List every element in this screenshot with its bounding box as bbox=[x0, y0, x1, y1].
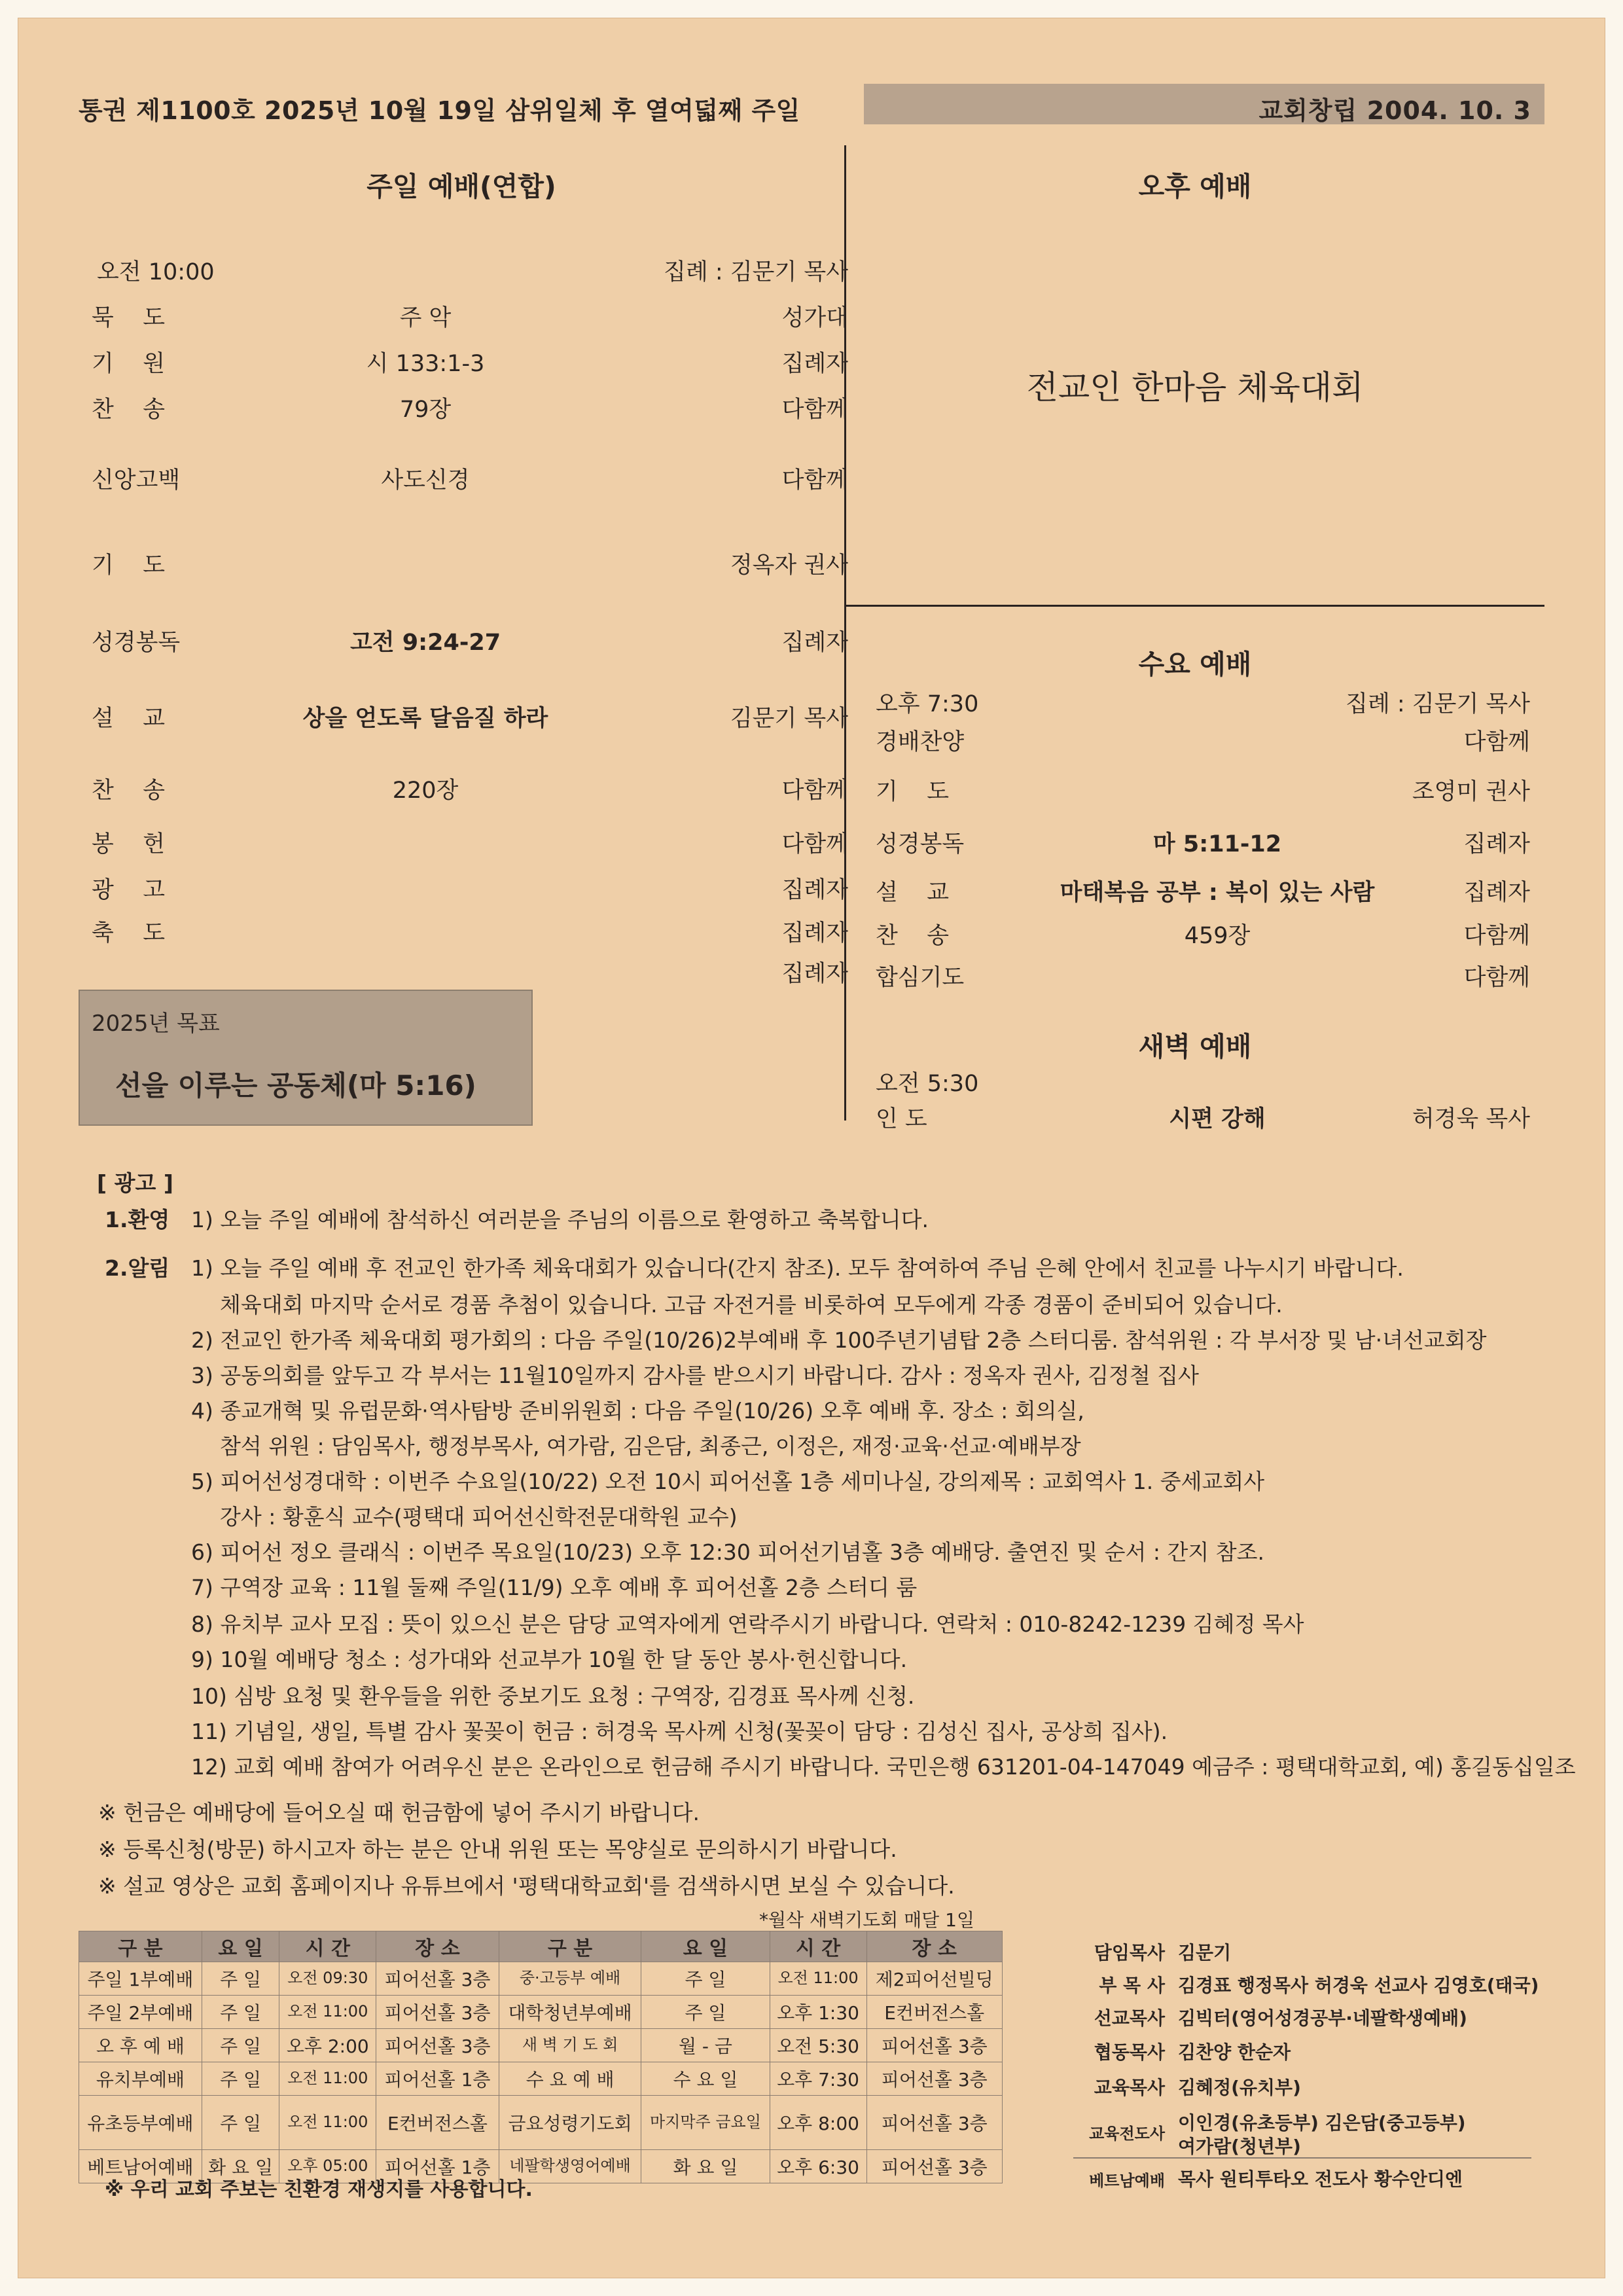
sunday-order-person: 집례자 bbox=[781, 877, 848, 903]
schedule-cell: 오전 11:00 bbox=[279, 2062, 376, 2096]
wednesday-order-person: 다함께 bbox=[1463, 923, 1530, 949]
note-item: ※ 등록신청(방문) 하시고자 하는 분은 안내 위원 또는 목양실로 문의하시기 바랍니다. bbox=[98, 1837, 897, 1862]
schedule-cell: 주일 1부예배 bbox=[79, 1962, 202, 1996]
wednesday-order-item: 찬 송 bbox=[876, 923, 950, 949]
wednesday-order-person: 조영미 권사 bbox=[1412, 779, 1530, 805]
staff-names: 목사 원티투타오 전도사 황수안디엔 bbox=[1178, 2168, 1463, 2190]
dawn-service-preacher: 허경욱 목사 bbox=[1412, 1106, 1530, 1132]
schedule-cell: 주 일 bbox=[641, 1996, 770, 2029]
dawn-prayer-note: *월삭 새벽기도회 매달 1일 bbox=[759, 1909, 974, 1931]
sunday-order-item: 묵 도 bbox=[92, 305, 166, 331]
staff-role: 담임목사 bbox=[1094, 1942, 1165, 1964]
schedule-cell: 네팔학생영어예배 bbox=[499, 2150, 641, 2183]
schedule-row bbox=[79, 2062, 1003, 2096]
sunday-order-item: 축 도 bbox=[92, 920, 166, 946]
sunday-service-time: 오전 10:00 bbox=[97, 259, 215, 285]
schedule-cell: 피어선홀 3층 bbox=[866, 2096, 1002, 2150]
sunday-order-item: 찬 송 bbox=[92, 778, 166, 804]
schedule-cell: 오 후 예 배 bbox=[79, 2029, 202, 2062]
wednesday-order-content: 마태복음 공부 : 복이 있는 사람 bbox=[1060, 880, 1375, 906]
notice-item: 참석 위원 : 담임목사, 행정부목사, 여가람, 김은담, 최종근, 이정은, 재정·교육·선교·예배부장 bbox=[220, 1433, 1081, 1459]
wednesday-order-person: 집례자 bbox=[1463, 831, 1530, 857]
schedule-cell: 오전 5:30 bbox=[770, 2029, 866, 2062]
schedule-cell: 금요성령기도회 bbox=[499, 2096, 641, 2150]
wednesday-service-title: 수요 예배 bbox=[1138, 649, 1252, 680]
wednesday-order-item: 기 도 bbox=[876, 779, 950, 805]
schedule-cell: 오후 2:00 bbox=[279, 2029, 376, 2062]
schedule-cell: 대학청년부예배 bbox=[499, 1996, 641, 2029]
sunday-order-content: 고전 9:24-27 bbox=[349, 630, 501, 656]
notice-item: 체육대회 마지막 순서로 경품 추첨이 있습니다. 고급 자전거를 비롯하여 모두에게 각종 경품이 준비되어 있습니다. bbox=[220, 1292, 1283, 1318]
annual-goal-box bbox=[79, 990, 533, 1126]
note-item: ※ 설교 영상은 교회 홈페이지나 유튜브에서 '평택대학교회'를 검색하시면 보실 수 있습니다. bbox=[98, 1873, 955, 1899]
schedule-cell: 주 일 bbox=[202, 1996, 279, 2029]
schedule-cell: 피어선홀 1층 bbox=[376, 2150, 499, 2183]
schedule-column-header: 시 간 bbox=[279, 1931, 376, 1962]
schedule-cell: 새 벽 기 도 회 bbox=[499, 2029, 641, 2062]
wednesday-order-person: 다함께 bbox=[1463, 729, 1530, 755]
schedule-cell: 오전 11:00 bbox=[770, 1962, 866, 1996]
schedule-column-header: 장 소 bbox=[376, 1931, 499, 1962]
schedule-cell: 오후 7:30 bbox=[770, 2062, 866, 2096]
schedule-cell: 주 일 bbox=[641, 1962, 770, 1996]
wednesday-order-item: 경배찬양 bbox=[876, 729, 965, 755]
notice-item: 2) 전교인 한가족 체육대회 평가회의 : 다음 주일(10/26)2부예배 후 100주년기념탑 2층 스터디룸. 참석위원 : 각 부서장 및 남·녀선교회장 bbox=[191, 1327, 1487, 1353]
staff-names: 김빅터(영어성경공부·네팔학생예배) bbox=[1178, 2007, 1467, 2029]
staff-row bbox=[1073, 2038, 1531, 2064]
staff-divider bbox=[1073, 2157, 1531, 2159]
staff-names: 김찬양 한순자 bbox=[1178, 2041, 1291, 2063]
schedule-column-header: 시 간 bbox=[770, 1931, 866, 1962]
sunday-order-item: 봉 헌 bbox=[92, 831, 166, 857]
notice-item: 12) 교회 예배 참여가 어려우신 분은 온라인으로 헌금해 주시기 바랍니다. 국민은행 631201-04-147049 예금주 : 평택대학교회, 예) 홍길동십일조 bbox=[191, 1754, 1576, 1780]
sunday-order-item: 찬 송 bbox=[92, 397, 166, 423]
notice-item: 5) 피어선성경대학 : 이번주 수요일(10/22) 오전 10시 피어선홀 1층 세미나실, 강의제목 : 교회역사 1. 중세교회사 bbox=[191, 1469, 1265, 1494]
schedule-cell: 오전 11:00 bbox=[279, 1996, 376, 2029]
wednesday-order-person: 다함께 bbox=[1463, 965, 1530, 991]
schedule-cell: 주 일 bbox=[202, 2029, 279, 2062]
schedule-cell: 피어선홀 3층 bbox=[376, 1996, 499, 2029]
schedule-cell: 피어선홀 3층 bbox=[866, 2150, 1002, 2183]
sunday-order-person: 다함께 bbox=[781, 467, 848, 493]
notice-item: 11) 기념일, 생일, 특별 감사 꽃꽂이 헌금 : 허경욱 목사께 신청(꽃꽂이 담당 : 김성신 집사, 공상희 집사). bbox=[191, 1719, 1168, 1744]
staff-row bbox=[1073, 2073, 1531, 2100]
wednesday-service-time: 오후 7:30 bbox=[876, 691, 979, 717]
schedule-cell: 중·고등부 예배 bbox=[499, 1962, 641, 1996]
goal-text: 선을 이루는 공동체(마 5:16) bbox=[115, 1069, 476, 1102]
schedule-cell: 오후 1:30 bbox=[770, 1996, 866, 2029]
staff-role: 교육목사 bbox=[1094, 2077, 1165, 2098]
sunday-order-person: 다함께 bbox=[781, 778, 848, 804]
afternoon-service-title: 오후 예배 bbox=[1138, 171, 1252, 202]
schedule-column-header: 요 일 bbox=[641, 1931, 770, 1962]
schedule-row bbox=[79, 1996, 1003, 2029]
wednesday-order-item: 합심기도 bbox=[876, 965, 965, 991]
notice-label: 2.알림 bbox=[105, 1255, 170, 1281]
staff-names: 김혜정(유치부) bbox=[1178, 2077, 1301, 2098]
staff-names: 이인경(유초등부) 김은담(중고등부) bbox=[1178, 2112, 1466, 2134]
notice-item: 10) 심방 요청 및 환우들을 위한 중보기도 요청 : 구역장, 김경표 목사께 신청. bbox=[191, 1683, 915, 1709]
sunday-order-content: 시 133:1-3 bbox=[366, 351, 485, 377]
schedule-cell: 피어선홀 3층 bbox=[866, 2029, 1002, 2062]
sunday-order-content: 주 악 bbox=[399, 305, 452, 331]
wednesday-order-item: 성경봉독 bbox=[876, 831, 965, 857]
sunday-order-person: 김문기 목사 bbox=[730, 706, 848, 732]
sunday-order-person: 집례자 bbox=[781, 961, 848, 987]
schedule-cell: 월 - 금 bbox=[641, 2029, 770, 2062]
staff-role: 부 목 사 bbox=[1099, 1975, 1165, 1996]
sunday-order-person: 집례자 bbox=[781, 920, 848, 946]
staff-row bbox=[1073, 2109, 1531, 2159]
dawn-service-content: 시편 강해 bbox=[1169, 1106, 1266, 1132]
staff-row bbox=[1073, 1971, 1539, 1998]
recycled-paper-note: ※ 우리 교회 주보는 친환경 재생지를 사용합니다. bbox=[105, 2178, 533, 2201]
founding-date: 교회창립 2004. 10. 3 bbox=[1258, 96, 1531, 125]
schedule-cell: 피어선홀 3층 bbox=[376, 2029, 499, 2062]
notice-item: 6) 피어선 정오 클래식 : 이번주 목요일(10/23) 오후 12:30 피어선기념홀 3층 예배당. 출연진 및 순서 : 간지 참조. bbox=[191, 1539, 1264, 1565]
schedule-cell: 화 요 일 bbox=[641, 2150, 770, 2183]
schedule-cell: 오후 05:00 bbox=[279, 2150, 376, 2183]
sunday-order-person: 집례자 bbox=[781, 630, 848, 656]
staff-row bbox=[1073, 2165, 1531, 2191]
staff-names: 김문기 bbox=[1178, 1942, 1232, 1964]
sunday-order-item: 기 원 bbox=[92, 351, 166, 377]
issue-info: 통권 제1100호 2025년 10월 19일 삼위일체 후 열여덟째 주일 bbox=[79, 96, 800, 125]
staff-names: 김경표 행정목사 허경욱 선교사 김영호(태국) bbox=[1178, 1975, 1539, 1996]
notice-item: 강사 : 황훈식 교수(평택대 피어선신학전문대학원 교수) bbox=[220, 1504, 738, 1530]
schedule-cell: 주 일 bbox=[202, 1962, 279, 1996]
sunday-order-item: 기 도 bbox=[92, 552, 166, 579]
schedule-cell: 오후 8:00 bbox=[770, 2096, 866, 2150]
schedule-cell: 유초등부예배 bbox=[79, 2096, 202, 2150]
dawn-service-item: 인 도 bbox=[876, 1106, 927, 1132]
sunday-order-content: 220장 bbox=[392, 778, 459, 804]
schedule-header-row bbox=[79, 1931, 1003, 1962]
sunday-order-person: 성가대 bbox=[781, 305, 848, 331]
staff-names: 여가람(청년부) bbox=[1178, 2136, 1301, 2157]
schedule-row bbox=[79, 2029, 1003, 2062]
sunday-order-person: 집례자 bbox=[781, 351, 848, 377]
schedule-cell: 마지막주 금요일 bbox=[641, 2096, 770, 2150]
notice-item: 4) 종교개혁 및 유럽문화·역사탐방 준비위원회 : 다음 주일(10/26) 오후 예배 후. 장소 : 회의실, bbox=[191, 1398, 1084, 1424]
staff-role: 교육전도사 bbox=[1089, 2125, 1165, 2143]
schedule-cell: 오전 11:00 bbox=[279, 2096, 376, 2150]
notice-item: 9) 10월 예배당 청소 : 성가대와 선교부가 10월 한 달 동안 봉사·헌신합니다. bbox=[191, 1647, 908, 1672]
afternoon-event: 전교인 한마음 체육대회 bbox=[1026, 368, 1364, 406]
schedule-cell: 수 요 예 배 bbox=[499, 2062, 641, 2096]
section-divider bbox=[846, 605, 1544, 607]
schedule-cell: 주 일 bbox=[202, 2096, 279, 2150]
sunday-order-item: 신앙고백 bbox=[92, 467, 181, 493]
welcome-label: 1.환영 bbox=[105, 1207, 170, 1232]
dawn-service-time: 오전 5:30 bbox=[876, 1071, 979, 1097]
staff-role: 협동목사 bbox=[1094, 2041, 1165, 2063]
announcements-title: [ 광고 ] bbox=[97, 1170, 173, 1196]
notice-item: 8) 유치부 교사 모집 : 뜻이 있으신 분은 담당 교역자에게 연락주시기 바랍니다. 연락처 : 010-8242-1239 김혜정 목사 bbox=[191, 1611, 1304, 1637]
schedule-column-header: 요 일 bbox=[202, 1931, 279, 1962]
schedule-cell: 베트남어예배 bbox=[79, 2150, 202, 2183]
schedule-cell: 오전 09:30 bbox=[279, 1962, 376, 1996]
wednesday-order-content: 459장 bbox=[1184, 923, 1251, 949]
sunday-order-content: 사도신경 bbox=[381, 467, 470, 493]
schedule-cell: 수 요 일 bbox=[641, 2062, 770, 2096]
wednesday-order-person: 집례자 bbox=[1463, 880, 1530, 906]
sunday-order-content: 79장 bbox=[399, 397, 452, 423]
schedule-row bbox=[79, 2096, 1003, 2150]
sunday-order-item: 설 교 bbox=[92, 706, 166, 732]
staff-row bbox=[1073, 1939, 1531, 1965]
sunday-order-person: 다함께 bbox=[781, 831, 848, 857]
worship-schedule-table bbox=[79, 1931, 1003, 2183]
schedule-cell: 주일 2부예배 bbox=[79, 1996, 202, 2029]
schedule-cell: E컨버전스홀 bbox=[376, 2096, 499, 2150]
schedule-cell: 피어선홀 3층 bbox=[376, 1962, 499, 1996]
sunday-order-person: 정옥자 권사 bbox=[730, 552, 848, 579]
staff-role: 선교목사 bbox=[1094, 2007, 1165, 2029]
schedule-cell: 주 일 bbox=[202, 2062, 279, 2096]
sunday-order-person: 다함께 bbox=[781, 397, 848, 423]
wednesday-service-leader: 집례 : 김문기 목사 bbox=[1346, 691, 1530, 717]
goal-year: 2025년 목표 bbox=[92, 1011, 220, 1037]
schedule-column-header: 장 소 bbox=[866, 1931, 1002, 1962]
schedule-cell: 피어선홀 1층 bbox=[376, 2062, 499, 2096]
sunday-order-item: 광 고 bbox=[92, 877, 166, 903]
dawn-service-title: 새벽 예배 bbox=[1138, 1031, 1252, 1062]
bulletin-header bbox=[79, 84, 1544, 127]
schedule-cell: 제2피어선빌딩 bbox=[866, 1962, 1002, 1996]
sunday-service-leader: 집례 : 김문기 목사 bbox=[664, 259, 848, 285]
wednesday-order-item: 설 교 bbox=[876, 880, 950, 906]
staff-row bbox=[1073, 2004, 1531, 2030]
schedule-cell: 화 요 일 bbox=[202, 2150, 279, 2183]
notice-item: 3) 공동의회를 앞두고 각 부서는 11월10일까지 감사를 받으시기 바랍니다. 감사 : 정옥자 권사, 김정철 집사 bbox=[191, 1363, 1200, 1388]
notice-item: 1) 오늘 주일 예배 후 전교인 한가족 체육대회가 있습니다(간지 참조). 모두 참여하여 주님 은혜 안에서 친교를 나누시기 바랍니다. bbox=[191, 1255, 1404, 1281]
sunday-order-item: 성경봉독 bbox=[92, 630, 181, 656]
schedule-column-header: 구 분 bbox=[499, 1931, 641, 1962]
notice-item: 7) 구역장 교육 : 11월 둘째 주일(11/9) 오후 예배 후 피어선홀 2층 스터디 룸 bbox=[191, 1575, 918, 1600]
welcome-text: 1) 오늘 주일 예배에 참석하신 여러분을 주님의 이름으로 환영하고 축복합니다. bbox=[191, 1207, 929, 1232]
sunday-service-title: 주일 예배(연합) bbox=[366, 171, 556, 202]
staff-role: 베트남예배 bbox=[1089, 2172, 1165, 2190]
schedule-cell: 피어선홀 3층 bbox=[866, 2062, 1002, 2096]
schedule-cell: 유치부예배 bbox=[79, 2062, 202, 2096]
sunday-order-content: 상을 얻도록 달음질 하라 bbox=[302, 706, 548, 732]
schedule-cell: 오후 6:30 bbox=[770, 2150, 866, 2183]
schedule-cell: E컨버전스홀 bbox=[866, 1996, 1002, 2029]
wednesday-order-content: 마 5:11-12 bbox=[1152, 831, 1282, 857]
schedule-column-header: 구 분 bbox=[79, 1931, 202, 1962]
note-item: ※ 헌금은 예배당에 들어오실 때 헌금함에 넣어 주시기 바랍니다. bbox=[98, 1800, 700, 1825]
schedule-row bbox=[79, 1962, 1003, 1996]
